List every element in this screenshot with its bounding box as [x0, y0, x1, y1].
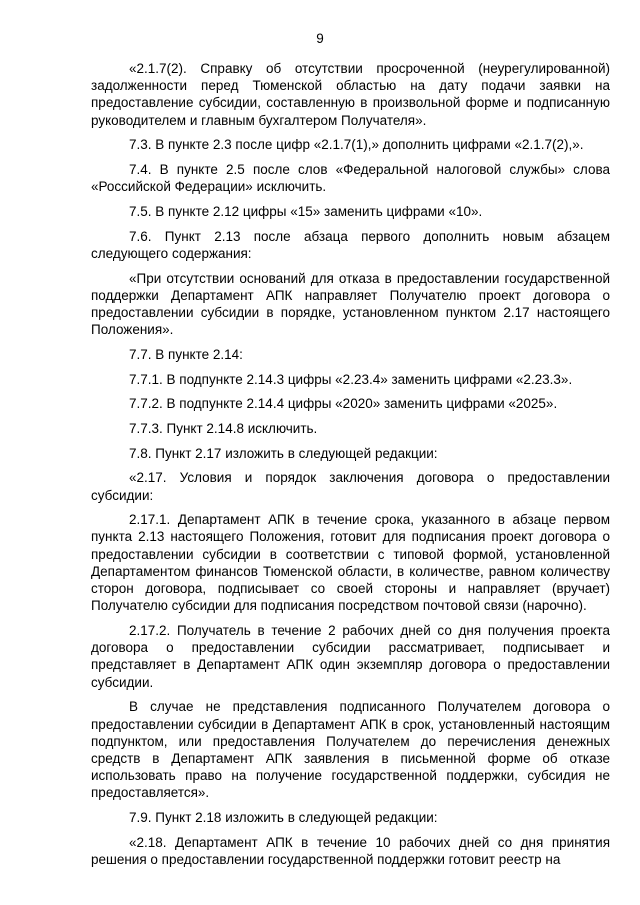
paragraph-7-7-2: 7.7.2. В подпункте 2.14.4 цифры «2020» заменить цифрами «2025».: [129, 396, 558, 412]
paragraph-2-17-2: 2.17.2. Получатель в течение 2 рабочих дней со дня получения проекта договора о предоставлении субсидии рассматривает, подписывает и представляет в Департамент АПК один экземпляр договора о предоставлении субсидии.: [91, 622, 610, 690]
paragraph-non-submission: В случае не представления подписанного Получателем договора о предоставлении субсидии в Департамент АПК в срок, установленный настоящим подпунктом, или предоставления Получателем до перечисления денежных средств в Департамент АПК заявления в письменной форме об отказе использовать право на получение государственной поддержки, субсидия не предоставляется».: [91, 699, 610, 801]
paragraph-2-1-7-2: «2.1.7(2). Справку об отсутствии просроченной (неурегулированной) задолженности перед Тюменской областью на дату подачи заявки на предоставление субсидии, составленную в произвольной форме и подписанную руководителем и главным бухгалтером Получателя».: [91, 61, 610, 128]
paragraph-2-17-1: 2.17.1. Департамент АПК в течение срока, указанного в абзаце первом пункта 2.13 настоящего Положения, готовит для подписания проект договора о предоставлении субсидии в соответствии с типовой формой, установленной Департаментом финансов Тюменской области, в количестве, равном количеству сторон договора, подписывает со своей стороны и направляет (вручает) Получателю субсидии для подписания посредством почтовой связи (нарочно).: [91, 512, 610, 614]
paragraph-7-7-1: 7.7.1. В подпункте 2.14.3 цифры «2.23.4» заменить цифрами «2.23.3».: [129, 371, 573, 387]
paragraph-2-18: «2.18. Департамент АПК в течение 10 рабочих дней со дня принятия решения о предоставлении государственной поддержки готовит реестр на: [91, 834, 610, 867]
paragraph-quoted-2-13: «При отсутствии оснований для отказа в предоставлении государственной поддержки Департамент АПК направляет Получателю проект договора о предоставлении субсидии в порядке, установленном пунктом 2.17 настоящего Положения».: [91, 270, 610, 338]
paragraph-7-4: 7.4. В пункте 2.5 после слов «Федеральной налоговой службы» слова «Российской Федерации» исключить.: [91, 162, 610, 195]
paragraph-7-5: 7.5. В пункте 2.12 цифры «15» заменить цифрами «10».: [129, 203, 483, 219]
paragraph-7-9: 7.9. Пункт 2.18 изложить в следующей редакции:: [129, 810, 438, 826]
paragraph-7-3: 7.3. В пункте 2.3 после цифр «2.1.7(1),» дополнить цифрами «2.1.7(2),».: [129, 137, 584, 153]
paragraph-7-7: 7.7. В пункте 2.14:: [129, 346, 243, 362]
paragraph-7-7-3: 7.7.3. Пункт 2.14.8 исключить.: [129, 420, 318, 436]
document-body: [91, 60, 610, 876]
paragraph-7-8: 7.8. Пункт 2.17 изложить в следующей редакции:: [129, 445, 438, 461]
paragraph-7-6: 7.6. Пункт 2.13 после абзаца первого дополнить новым абзацем следующего содержания:: [91, 228, 610, 261]
paragraph-2-17: «2.17. Условия и порядок заключения договора о предоставлении субсидии:: [91, 470, 610, 503]
page-number: 9: [316, 31, 324, 46]
